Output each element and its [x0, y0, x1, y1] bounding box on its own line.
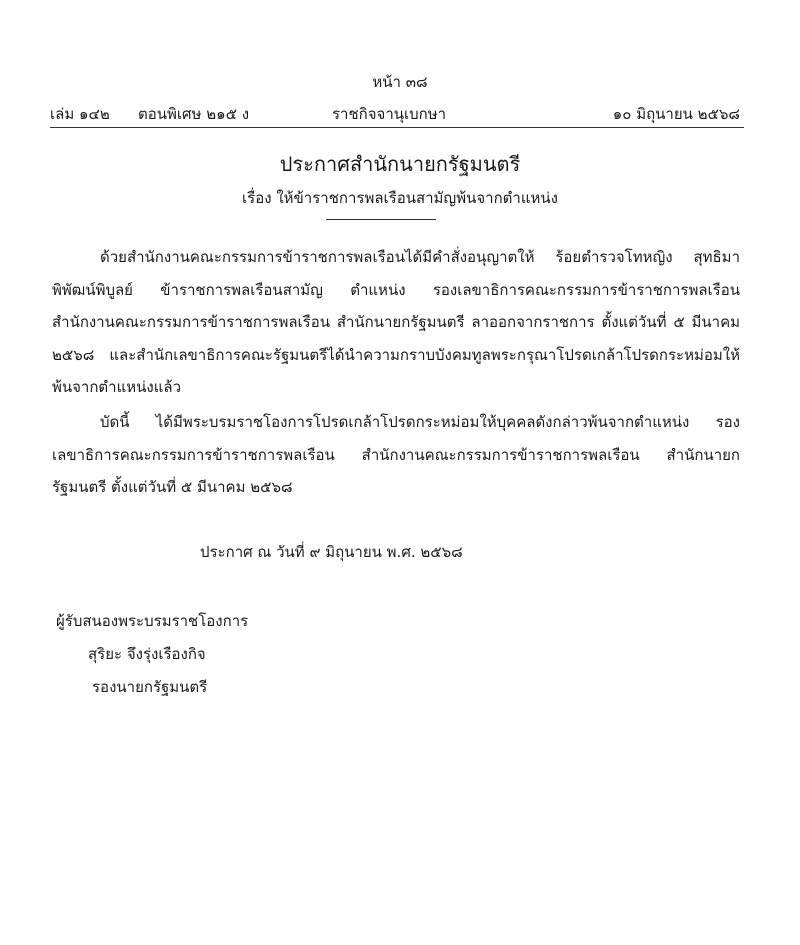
issue-number: ตอนพิเศษ ๒๑๕ ง — [138, 105, 250, 123]
body-paragraph-1: ด้วยสำนักงานคณะกรรมการข้าราชการพลเรือนได้มีคำสั่งอนุญาตให้ ร้อยตำรวจโทหญิง สุทธิมา พิพัฒน์พิบูลย์ ข้าราชการพลเรือนสามัญ ตำแหน่ง รองเลขาธิการคณะกรรมการข้าราชการพลเรือน สำนักงานคณะกรรมการข้าราชการพลเรือน สำนักนายกรัฐมนตรี ลาออกจากราชการ ตั้งแต่วันที่ ๕ มีนาคม ๒๕๖๘ และสำนักเลขาธิการคณะรัฐมนตรีได้นำความกราบบังคมทูลพระกรุณาโปรดเกล้าโปรดกระหม่อมให้พ้นจากตำแหน่งแล้ว — [52, 248, 740, 396]
header-divider — [50, 127, 744, 128]
gazette-header — [50, 102, 740, 124]
countersign-position: รองนายกรัฐมนตรี — [92, 678, 208, 696]
title-divider — [326, 219, 436, 220]
document-subject: เรื่อง ให้ข้าราชการพลเรือนสามัญพ้นจากตำแหน่ง — [242, 189, 558, 207]
countersign-name: สุริยะ จึงรุ่งเรืองกิจ — [88, 645, 206, 663]
gazette-name: ราชกิจจานุเบกษา — [332, 105, 447, 123]
body-paragraph-2: บัดนี้ ได้มีพระบรมราชโองการโปรดเกล้าโปรดกระหม่อมให้บุคคลดังกล่าวพ้นจากตำแหน่ง รองเลขาธิการคณะกรรมการข้าราชการพลเรือน สำนักงานคณะกรรมการข้าราชการพลเรือน สำนักนายกรัฐมนตรี ตั้งแต่วันที่ ๕ มีนาคม ๒๕๖๘ — [52, 413, 740, 496]
document-title: ประกาศสำนักนายกรัฐมนตรี — [279, 152, 521, 176]
publication-date: ๑๐ มิถุนายน ๒๕๖๘ — [612, 105, 740, 123]
countersign-label: ผู้รับสนองพระบรมราชโองการ — [56, 612, 249, 630]
countersign-block — [56, 605, 248, 704]
announcement-date: ประกาศ ณ วันที่ ๙ มิถุนายน พ.ศ. ๒๕๖๘ — [200, 543, 463, 561]
volume-number: เล่ม ๑๔๒ — [50, 105, 110, 123]
page-number: หน้า ๓๘ — [372, 73, 428, 91]
